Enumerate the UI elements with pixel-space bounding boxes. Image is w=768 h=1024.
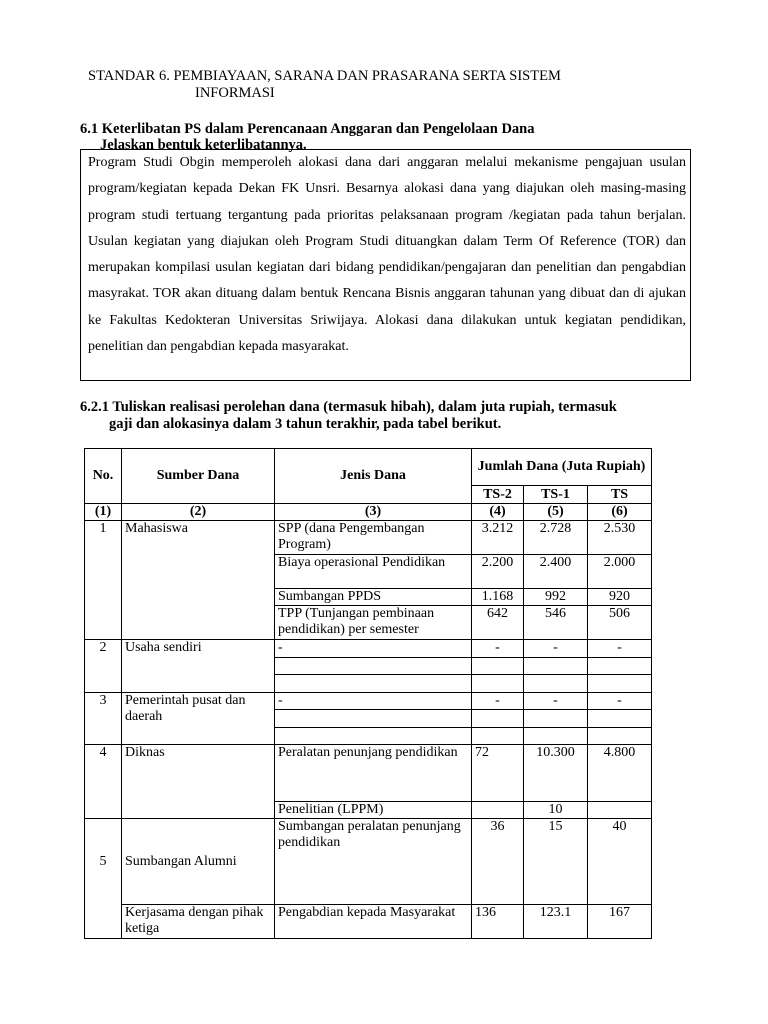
row-no: 1 bbox=[85, 521, 122, 640]
row-ts-1: 15 bbox=[524, 819, 588, 905]
row-source: Diknas bbox=[122, 745, 275, 819]
row-ts-2: 642 bbox=[472, 606, 524, 640]
row-no: 3 bbox=[85, 693, 122, 745]
col-number-2: (2) bbox=[122, 504, 275, 521]
funding-table bbox=[84, 448, 652, 939]
row-ts-1: - bbox=[524, 693, 588, 710]
row-ts-1: 10 bbox=[524, 802, 588, 819]
table-row bbox=[85, 819, 652, 905]
row-no bbox=[85, 905, 122, 939]
row-ts: 167 bbox=[588, 905, 652, 939]
row-ts-2: 2.200 bbox=[472, 555, 524, 589]
row-jenis: Sumbangan peralatan penunjang pendidikan bbox=[275, 819, 472, 905]
row-no: 2 bbox=[85, 640, 122, 693]
row-source: Kerjasama dengan pihak ketiga bbox=[122, 905, 275, 939]
header-ts: TS bbox=[588, 486, 652, 504]
table-row bbox=[85, 640, 652, 658]
row-source: Usaha sendiri bbox=[122, 640, 275, 693]
row-ts-1: 2.400 bbox=[524, 555, 588, 589]
row-ts bbox=[588, 802, 652, 819]
row-ts-1: 546 bbox=[524, 606, 588, 640]
header-jumlah-dana: Jumlah Dana (Juta Rupiah) bbox=[472, 449, 652, 486]
table-row bbox=[85, 745, 652, 802]
row-jenis: Sumbangan PPDS bbox=[275, 589, 472, 606]
col-number-6: (6) bbox=[588, 504, 652, 521]
row-jenis: Pengabdian kepada Masyarakat bbox=[275, 905, 472, 939]
table-row bbox=[85, 905, 652, 939]
row-ts: 4.800 bbox=[588, 745, 652, 802]
col-number-3: (3) bbox=[275, 504, 472, 521]
col-number-4: (4) bbox=[472, 504, 524, 521]
row-no: 4 bbox=[85, 745, 122, 819]
row-ts-1: - bbox=[524, 640, 588, 658]
row-ts: 40 bbox=[588, 819, 652, 905]
row-no: 5 bbox=[85, 819, 122, 905]
row-ts-2: 1.168 bbox=[472, 589, 524, 606]
header-jenis-dana: Jenis Dana bbox=[275, 449, 472, 504]
row-ts: 506 bbox=[588, 606, 652, 640]
row-jenis: Penelitian (LPPM) bbox=[275, 802, 472, 819]
header-no: No. bbox=[85, 449, 122, 504]
row-ts-2: 136 bbox=[472, 905, 524, 939]
row-ts-2: 72 bbox=[472, 745, 524, 802]
section-6-2-1-heading-line2: gaji dan alokasinya dalam 3 tahun terakhir, pada tabel berikut. bbox=[109, 416, 502, 432]
table-row bbox=[85, 693, 652, 710]
section-6-2-1-heading bbox=[80, 399, 680, 433]
row-source: Pemerintah pusat dan daerah bbox=[122, 693, 275, 745]
section-6-1-heading-line1: 6.1 Keterlibatan PS dalam Perencanaan Anggaran dan Pengelolaan Dana bbox=[80, 121, 535, 137]
row-source: Mahasiswa bbox=[122, 521, 275, 640]
row-ts: - bbox=[588, 640, 652, 658]
row-ts: 2.000 bbox=[588, 555, 652, 589]
header-ts-1: TS-1 bbox=[524, 486, 588, 504]
row-jenis: TPP (Tunjangan pembinaan pendidikan) per semester bbox=[275, 606, 472, 640]
row-ts: 920 bbox=[588, 589, 652, 606]
row-ts-2: 3.212 bbox=[472, 521, 524, 555]
col-number-1: (1) bbox=[85, 504, 122, 521]
row-jenis: Biaya operasional Pendidikan bbox=[275, 555, 472, 589]
row-jenis: Peralatan penunjang pendidikan bbox=[275, 745, 472, 802]
row-ts-1: 2.728 bbox=[524, 521, 588, 555]
row-jenis: - bbox=[275, 640, 472, 658]
header-ts-2: TS-2 bbox=[472, 486, 524, 504]
row-ts-1: 123.1 bbox=[524, 905, 588, 939]
row-ts-2: - bbox=[472, 640, 524, 658]
row-ts: - bbox=[588, 693, 652, 710]
row-jenis: SPP (dana Pengembangan Program) bbox=[275, 521, 472, 555]
row-ts-1: 10.300 bbox=[524, 745, 588, 802]
table-row bbox=[85, 521, 652, 555]
col-number-5: (5) bbox=[524, 504, 588, 521]
standard-title-line2: INFORMASI bbox=[195, 85, 275, 101]
row-ts-2: 36 bbox=[472, 819, 524, 905]
row-ts-1: 992 bbox=[524, 589, 588, 606]
section-6-1-heading-line2: Jelaskan bentuk keterlibatannya. bbox=[100, 137, 307, 153]
section-6-1-body: Program Studi Obgin memperoleh alokasi dana dari anggaran melalui mekanisme pengajuan usulan program/kegiatan kepada Dekan FK Unsri. Besarnya alokasi dana yang diajukan oleh masing-masing program studi tertuang tergantung pada prioritas pelaksanaan program /kegiatan pada tahun berjalan. Usulan kegiatan yang diajukan oleh Program Studi dituangkan dalam Term Of Reference (TOR) dan merupakan kompilasi usulan kegiatan dari bidang pendidikan/pengajaran dan penelitian dan pengabdian masyrakat. TOR akan dituang dalam bentuk Rencana Bisnis anggaran tahunan yang dibuat dan di ajukan ke Fakultas Kedokteran Universitas Sriwijaya. Alokasi dana dilakukan untuk kegiatan pendidikan, penelitian dan pengabdian kepada masyarakat. bbox=[80, 149, 691, 381]
section-6-2-1-heading-line1: 6.2.1 Tuliskan realisasi perolehan dana (termasuk hibah), dalam juta rupiah, termasuk bbox=[80, 399, 617, 415]
row-jenis: - bbox=[275, 693, 472, 710]
row-ts: 2.530 bbox=[588, 521, 652, 555]
row-ts-2: - bbox=[472, 693, 524, 710]
header-sumber-dana: Sumber Dana bbox=[122, 449, 275, 504]
standard-title bbox=[88, 68, 561, 102]
standard-title-line1: STANDAR 6. PEMBIAYAAN, SARANA DAN PRASARANA SERTA SISTEM bbox=[88, 68, 561, 84]
row-ts-2 bbox=[472, 802, 524, 819]
row-source: Sumbangan Alumni bbox=[122, 819, 275, 905]
